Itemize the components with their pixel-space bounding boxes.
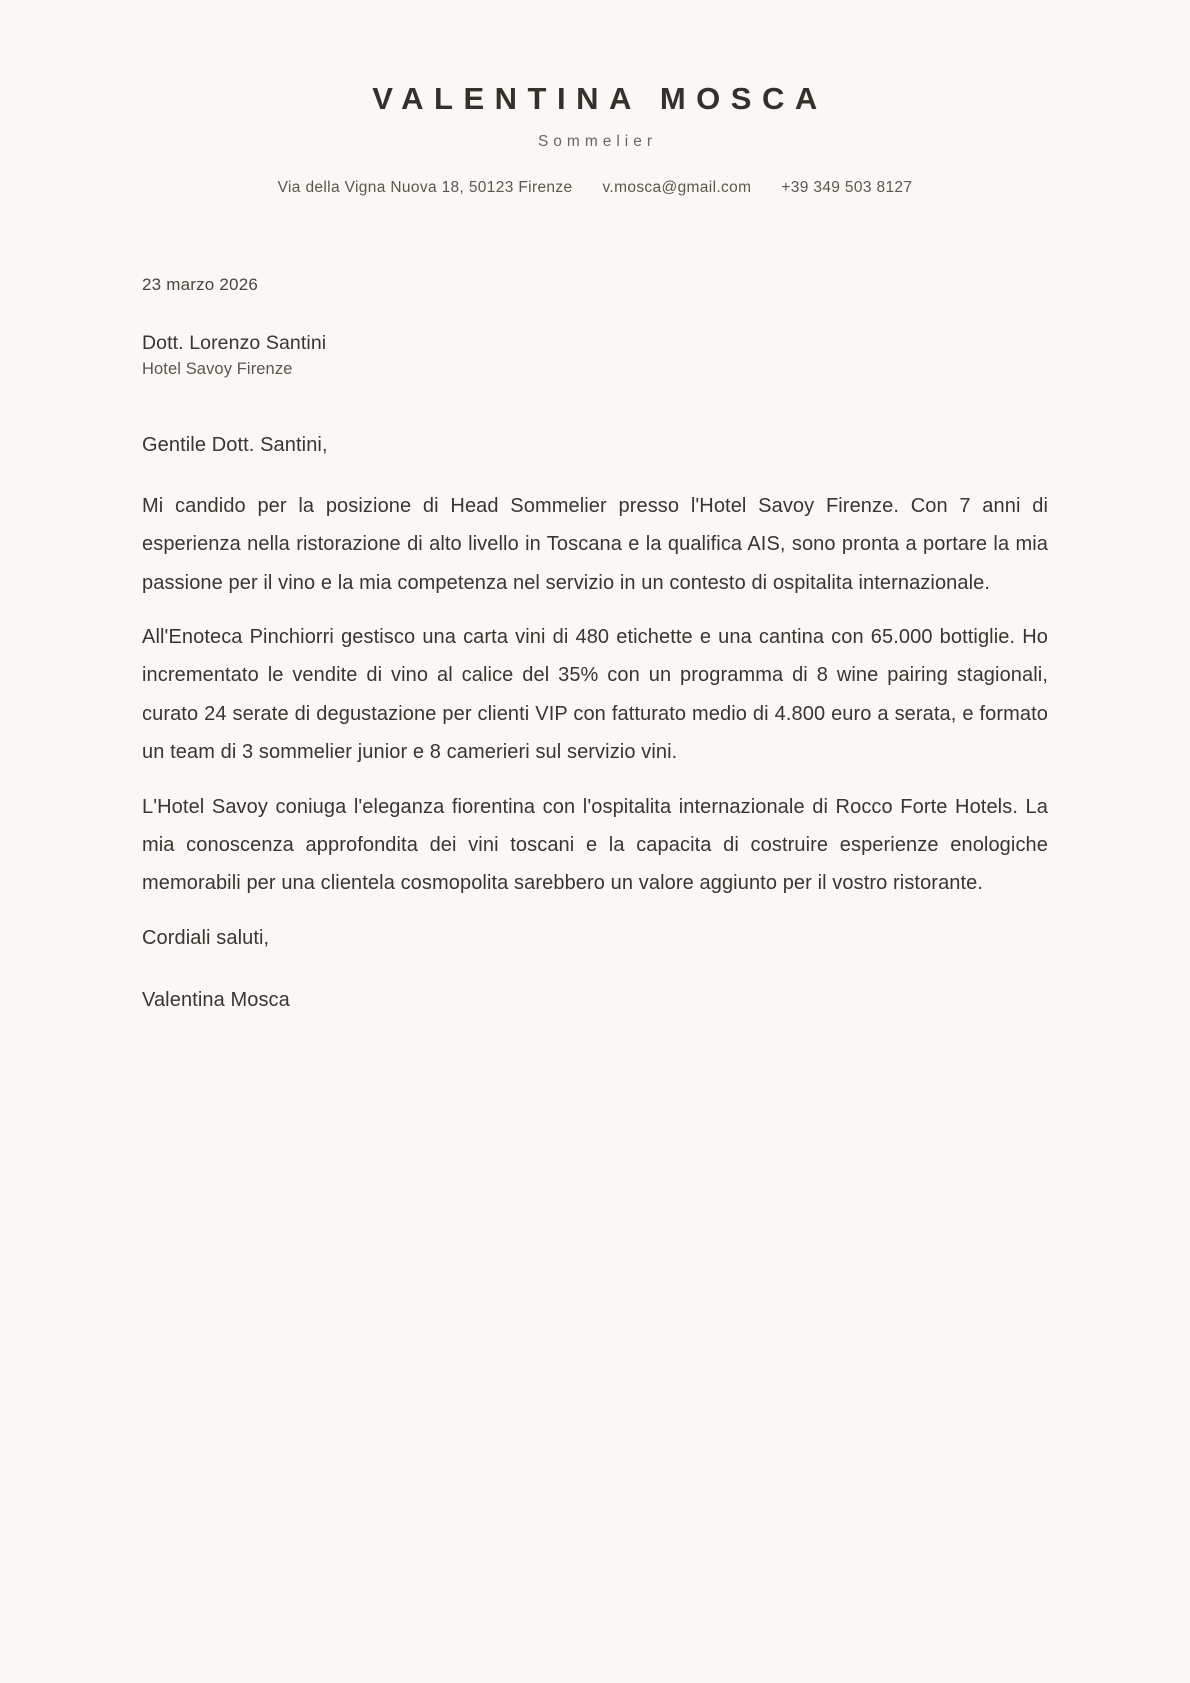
letter-date: 23 marzo 2026 — [142, 274, 259, 294]
letterhead — [0, 0, 1190, 197]
signature-name: Valentina Mosca — [142, 988, 290, 1011]
contact-email[interactable]: v.mosca@gmail.com — [602, 178, 752, 196]
recipient-company: Hotel Savoy Firenze — [142, 360, 293, 379]
recipient-name: Dott. Lorenzo Santini — [142, 331, 327, 354]
letter-body — [142, 197, 1048, 1019]
page-title: VALENTINA MOSCA — [372, 81, 828, 116]
salutation: Gentile Dott. Santini, — [142, 433, 328, 456]
contact-line — [0, 179, 1190, 197]
closing-line: Cordiali saluti, — [142, 926, 270, 949]
recipient-block — [142, 329, 1048, 382]
body-paragraph: All'Enoteca Pinchiorri gestisco una carta vini di 480 etichette e una cantina con 65.000 bottiglie. Ho incrementato le vendite di vino al calice del 35% con un programma di 8 wine pairing stagionali, curato 24 serate di degustazione per clienti VIP con fatturato medio di 4.800 euro a serata, e formato un team di 3 sommelier junior e 8 camerieri sul servizio vini. — [142, 625, 1048, 764]
body-paragraph: L'Hotel Savoy coniuga l'eleganza fiorentina con l'ospitalita internazionale di Rocco Forte Hotels. La mia conoscenza approfondita dei vini toscani e la capacita di costruire esperienze enologiche memorabili per una clientela cosmopolita sarebbero un valore aggiunto per il vostro ristorante. — [142, 795, 1048, 895]
body-paragraph: Mi candido per la posizione di Head Sommelier presso l'Hotel Savoy Firenze. Con 7 anni di esperienza nella ristorazione di alto livello in Toscana e la qualifica AIS, sono pronta a portare la mia passione per il vino e la mia competenza nel servizio in un contesto di ospitalita internazionale. — [142, 494, 1048, 594]
contact-phone[interactable]: +39 349 503 8127 — [781, 178, 913, 196]
job-title: Sommelier — [537, 132, 658, 150]
contact-address: Via della Vigna Nuova 18, 50123 Firenze — [277, 178, 573, 196]
